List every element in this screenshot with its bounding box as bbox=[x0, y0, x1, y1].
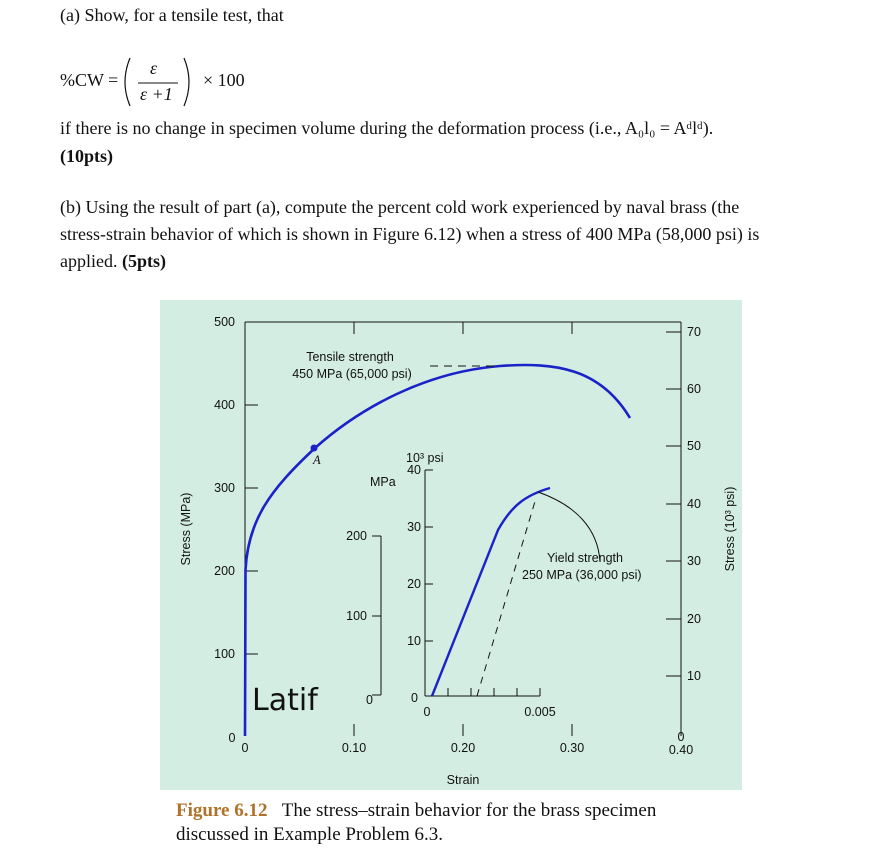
inset-mpa-tick-label: 100 bbox=[346, 609, 367, 623]
right-tick-label: 60 bbox=[687, 382, 701, 396]
right-tick-label: 10 bbox=[687, 669, 701, 683]
latif-watermark: Latif bbox=[252, 683, 318, 718]
part-b-line-1: (b) Using the result of part (a), compute the percent cold work experienced by naval brass (the bbox=[60, 197, 740, 217]
inset-curve bbox=[432, 488, 550, 696]
point-a-marker bbox=[311, 445, 318, 452]
figure-caption-line-1: The stress–strain behavior for the brass specimen bbox=[281, 800, 657, 821]
right-tick-label: 70 bbox=[687, 325, 701, 339]
left-axis-label: Stress (MPa) bbox=[179, 492, 193, 566]
right-tick-label: 40 bbox=[687, 497, 701, 511]
equation-numerator: ε bbox=[150, 58, 158, 78]
inset-psi-tick-label: 40 bbox=[407, 463, 421, 477]
left-tick-label: 500 bbox=[214, 315, 235, 329]
figure-caption-label: Figure 6.12 bbox=[176, 800, 268, 821]
bottom-tick-label: 0.20 bbox=[450, 741, 476, 755]
bottom-tick-label: 0.30 bbox=[559, 741, 585, 755]
part-a-points: (10pts) bbox=[60, 146, 113, 166]
stress-strain-chart bbox=[160, 300, 742, 790]
inset-strain-tick-label: 0 bbox=[423, 705, 431, 719]
equation-multiplier: × 100 bbox=[203, 70, 245, 90]
right-axis-label: Stress (10³ psi) bbox=[723, 486, 737, 572]
tensile-strength-value: 450 MPa (65,000 psi) bbox=[292, 367, 412, 381]
right-tick-label: 50 bbox=[687, 439, 701, 453]
bottom-tick-label: 0.10 bbox=[341, 741, 367, 755]
inset-psi-tick-label: 20 bbox=[407, 577, 421, 591]
part-a-heading: (a) Show, for a tensile test, that bbox=[60, 5, 284, 25]
yield-strength-value: 250 MPa (36,000 psi) bbox=[522, 568, 642, 582]
inset-psi-tick-label: 0 bbox=[411, 691, 418, 705]
inset-mpa-tick-label: 0 bbox=[366, 693, 373, 707]
right-tick-label: 0 bbox=[677, 730, 685, 744]
inset-strain-tick-label: 0.005 bbox=[524, 705, 556, 719]
right-tick-label: 20 bbox=[687, 612, 701, 626]
figure-caption bbox=[176, 799, 656, 847]
right-tick-label: 30 bbox=[687, 554, 701, 568]
inset-psi-tick-label: 10 bbox=[407, 634, 421, 648]
left-tick-label: 100 bbox=[214, 647, 235, 661]
yield-strength-label: Yield strength bbox=[547, 551, 623, 565]
inset-psi-tick-label: 30 bbox=[407, 520, 421, 534]
stress-strain-figure bbox=[160, 300, 742, 790]
inset-psi-header: 10³ psi bbox=[406, 451, 444, 465]
tensile-strength-label: Tensile strength bbox=[306, 350, 394, 364]
part-b-line-3 bbox=[60, 250, 166, 272]
part-a-condition: if there is no change in specimen volume during the deformation process (i.e., A₀l₀ = Aᵈlᵈ). bbox=[60, 118, 714, 138]
left-tick-label: 0 bbox=[228, 731, 236, 745]
point-a-label: A bbox=[313, 453, 321, 467]
figure-caption-line-2: discussed in Example Problem 6.3. bbox=[176, 824, 444, 845]
inset-mpa-header: MPa bbox=[370, 475, 396, 489]
part-b-points: (5pts) bbox=[121, 251, 166, 271]
left-tick-label: 400 bbox=[214, 398, 235, 412]
left-tick-label: 200 bbox=[214, 564, 235, 578]
x-axis-label: Strain bbox=[446, 773, 480, 787]
offset-dashed-line bbox=[477, 498, 536, 696]
equation-lhs: %CW = bbox=[60, 70, 119, 90]
bottom-tick-label: 0.40 bbox=[668, 743, 694, 757]
part-b-line-2: stress-strain behavior of which is shown in Figure 6.12) when a stress of 400 MPa (58,000 psi) is bbox=[60, 224, 760, 244]
part-b-line-3-text: applied. bbox=[60, 251, 118, 271]
bottom-tick-label: 0 bbox=[241, 741, 249, 755]
inset-mpa-tick-label: 200 bbox=[346, 529, 367, 543]
left-tick-label: 300 bbox=[214, 481, 235, 495]
equation-denominator: ε +1 bbox=[140, 84, 173, 104]
